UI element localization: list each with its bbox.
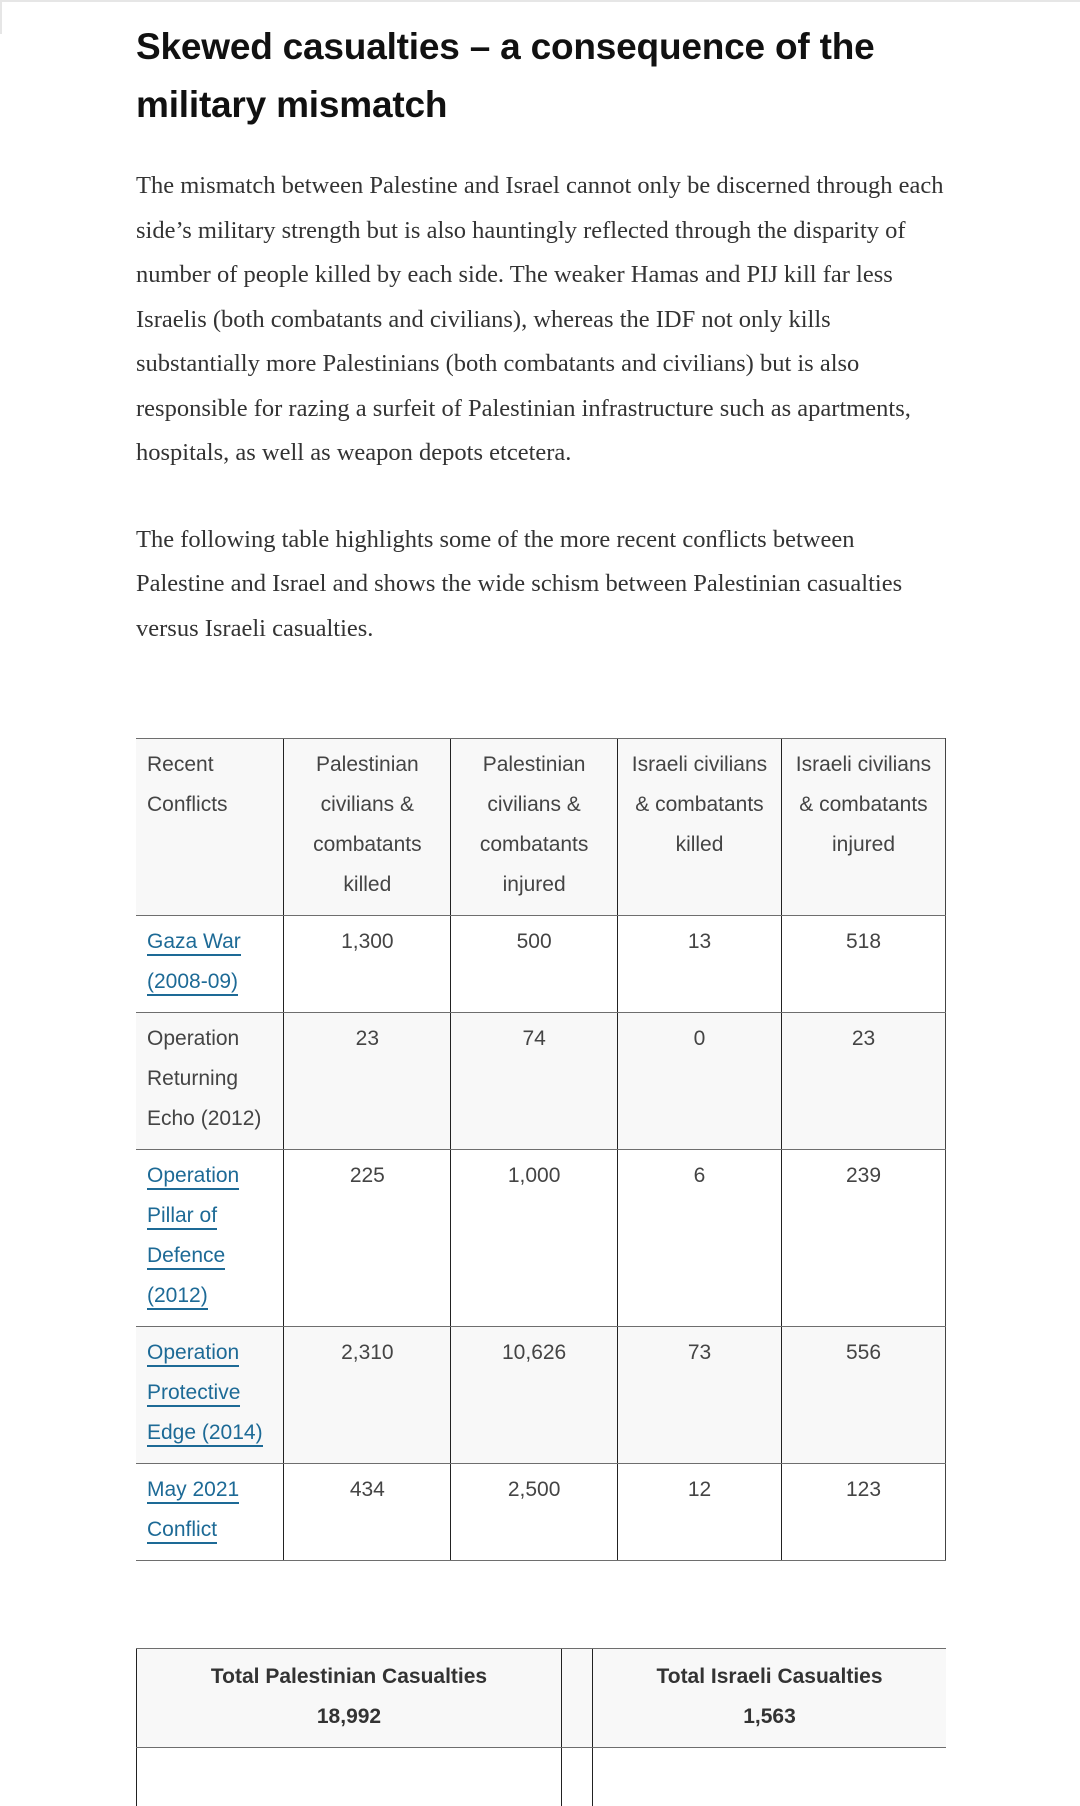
conflict-link-gaza-war[interactable]: Gaza War (2008-09) xyxy=(147,930,241,996)
totals-row xyxy=(137,1649,947,1748)
table-row xyxy=(136,1150,946,1327)
empty-spacer-cell xyxy=(562,1748,593,1806)
isr-killed-cell: 13 xyxy=(618,916,782,1013)
conflict-cell xyxy=(136,916,284,1013)
pal-injured-cell: 10,626 xyxy=(451,1327,618,1464)
total-palestinian-value: 18,992 xyxy=(137,1697,561,1737)
header-pal-injured: Palestinian civilians & combatants injured xyxy=(451,739,618,916)
conflict-link-may-2021[interactable]: May 2021 Conflict xyxy=(147,1478,239,1544)
isr-killed-cell: 73 xyxy=(618,1327,782,1464)
total-israeli-value: 1,563 xyxy=(593,1697,946,1737)
header-recent-conflicts: Recent Conflicts xyxy=(136,739,284,916)
totals-empty-row xyxy=(137,1748,947,1806)
isr-killed-cell: 6 xyxy=(618,1150,782,1327)
conflict-cell: Operation Returning Echo (2012) xyxy=(136,1013,284,1150)
isr-injured-cell: 556 xyxy=(781,1327,945,1464)
isr-killed-cell: 0 xyxy=(618,1013,782,1150)
header-isr-injured: Israeli civilians & combatants injured xyxy=(781,739,945,916)
pal-killed-cell: 434 xyxy=(284,1464,451,1561)
conflict-cell xyxy=(136,1327,284,1464)
conflict-link-protective-edge[interactable]: Operation Protective Edge (2014) xyxy=(147,1341,263,1447)
total-palestinian-cell xyxy=(137,1649,562,1748)
total-israeli-cell xyxy=(593,1649,947,1748)
article-body xyxy=(136,0,948,651)
conflict-link-pillar-of-defence[interactable]: Operation Pillar of Defence (2012) xyxy=(147,1164,239,1310)
total-palestinian-label: Total Palestinian Casualties xyxy=(137,1657,561,1697)
totals-table xyxy=(136,1648,946,1806)
empty-cell xyxy=(593,1748,947,1806)
section-heading: Skewed casualties – a consequence of the military mismatch xyxy=(136,18,948,134)
pal-injured-cell: 2,500 xyxy=(451,1464,618,1561)
pal-injured-cell: 500 xyxy=(451,916,618,1013)
conflict-cell xyxy=(136,1150,284,1327)
pal-killed-cell: 2,310 xyxy=(284,1327,451,1464)
pal-injured-cell: 1,000 xyxy=(451,1150,618,1327)
table-row xyxy=(136,916,946,1013)
conflict-cell xyxy=(136,1464,284,1561)
header-pal-killed: Palestinian civilians & combatants killed xyxy=(284,739,451,916)
table-row xyxy=(136,1464,946,1561)
pal-killed-cell: 1,300 xyxy=(284,916,451,1013)
isr-injured-cell: 239 xyxy=(781,1150,945,1327)
isr-injured-cell: 518 xyxy=(781,916,945,1013)
pal-killed-cell: 225 xyxy=(284,1150,451,1327)
isr-injured-cell: 123 xyxy=(781,1464,945,1561)
empty-cell xyxy=(137,1748,562,1806)
isr-killed-cell: 12 xyxy=(618,1464,782,1561)
pal-killed-cell: 23 xyxy=(284,1013,451,1150)
table-row xyxy=(136,1013,946,1150)
casualties-table xyxy=(136,738,946,1561)
table-row xyxy=(136,1327,946,1464)
header-isr-killed: Israeli civilians & combatants killed xyxy=(618,739,782,916)
pal-injured-cell: 74 xyxy=(451,1013,618,1150)
totals-spacer-cell xyxy=(562,1649,593,1748)
paragraph-mismatch: The mismatch between Palestine and Israel cannot only be discerned through each side’s military strength but is also hauntingly reflected through the disparity of number of people killed by each side. The weaker Hamas and PIJ kill far less Israelis (both combatants and civilians), whereas the IDF not only kills substantially more Palestinians (both combatants and civilians) but is also responsible for razing a surfeit of Palestinian infrastructure such as apartments, hospitals, as well as weapon depots etcetera. xyxy=(136,164,948,476)
left-edge-divider xyxy=(0,0,2,34)
paragraph-table-intro: The following table highlights some of the more recent conflicts between Palestine and Israel and shows the wide schism between Palestinian casualties versus Israeli casualties. xyxy=(136,518,948,652)
table-header-row xyxy=(136,739,946,916)
isr-injured-cell: 23 xyxy=(781,1013,945,1150)
total-israeli-label: Total Israeli Casualties xyxy=(593,1657,946,1697)
